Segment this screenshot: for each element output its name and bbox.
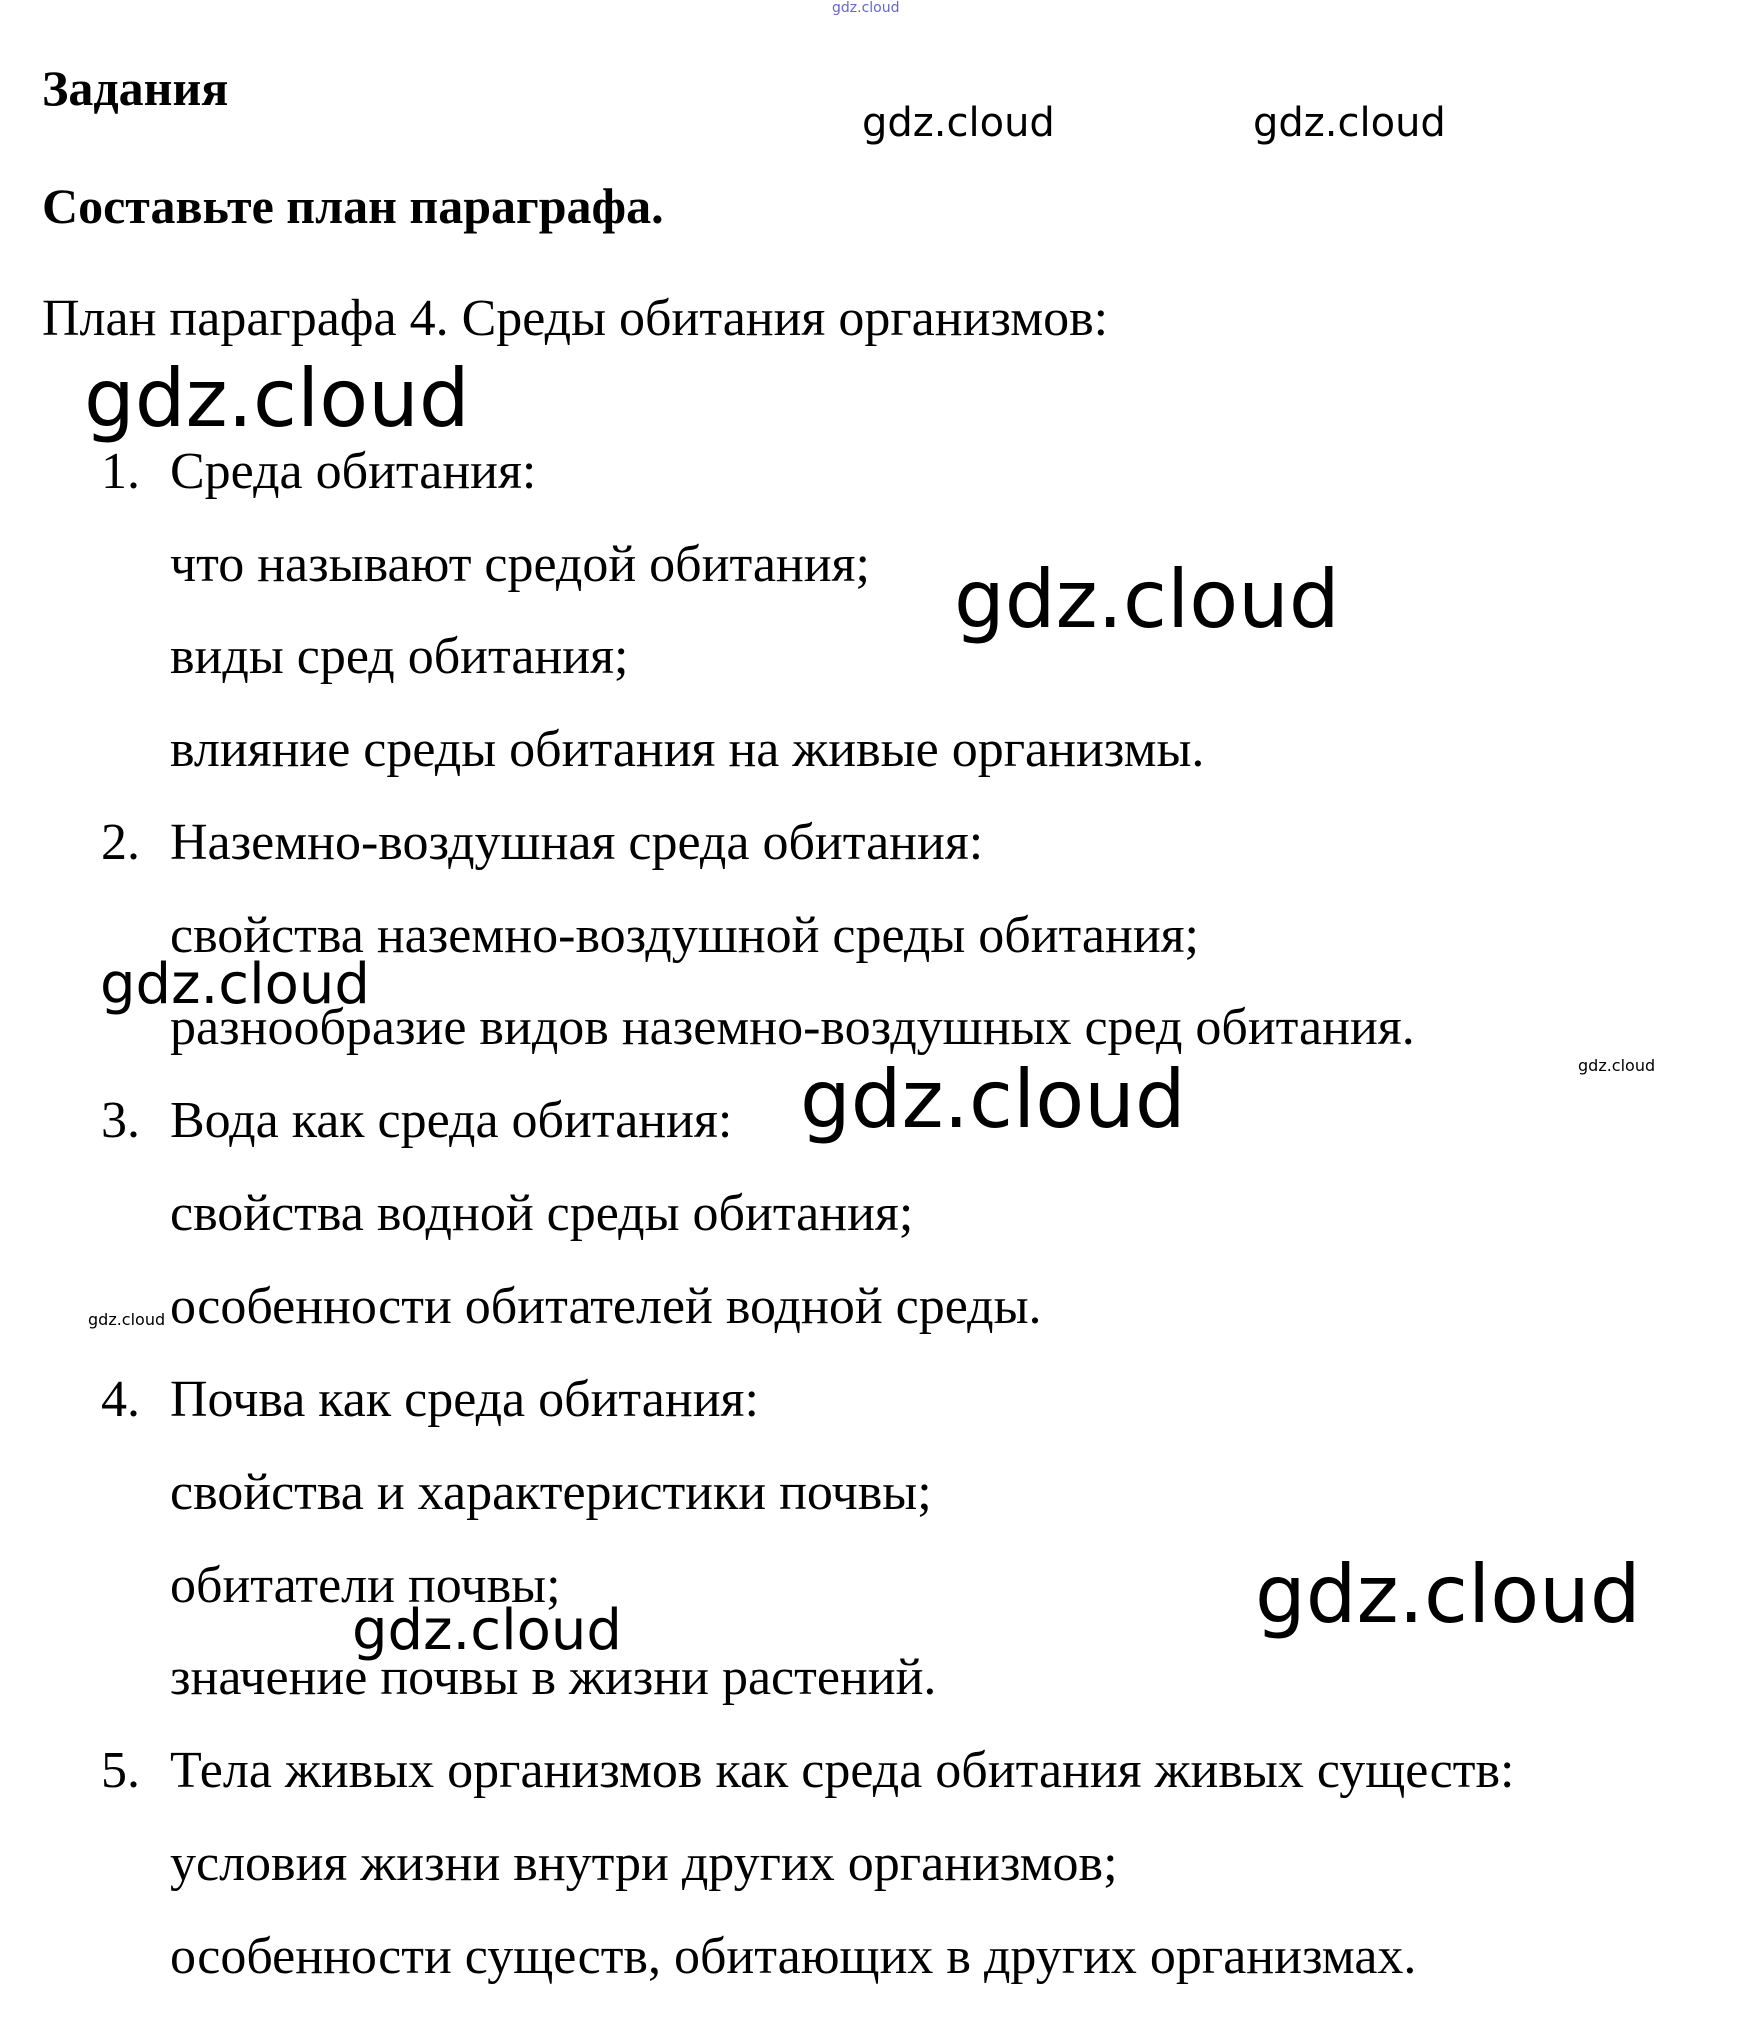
watermark: gdz.cloud bbox=[800, 1053, 1186, 1146]
item-subpoint: свойства водной среды обитания; bbox=[170, 1185, 914, 1242]
item-subpoint: свойства и характеристики почвы; bbox=[170, 1464, 932, 1521]
item-title: Среда обитания: bbox=[170, 443, 537, 500]
watermark-top: gdz.cloud bbox=[832, 0, 900, 16]
item-number: 5. bbox=[101, 1742, 140, 1799]
item-number: 2. bbox=[101, 814, 140, 871]
item-title: Вода как среда обитания: bbox=[170, 1092, 733, 1149]
plan-intro: План параграфа 4. Среды обитания организмов: bbox=[42, 290, 1109, 347]
item-subpoint: виды сред обитания; bbox=[170, 628, 629, 685]
watermark: gdz.cloud bbox=[88, 1310, 166, 1329]
watermark: gdz.cloud bbox=[1578, 1056, 1656, 1075]
item-subpoint: особенности обитателей водной среды. bbox=[170, 1278, 1042, 1335]
item-subpoint: разнообразие видов наземно-воздушных сред обитания. bbox=[170, 999, 1415, 1056]
watermark: gdz.cloud bbox=[100, 952, 370, 1017]
item-title: Наземно-воздушная среда обитания: bbox=[170, 814, 984, 871]
item-subpoint: влияние среды обитания на живые организмы. bbox=[170, 721, 1205, 778]
watermark: gdz.cloud bbox=[954, 553, 1340, 646]
item-subpoint: условия жизни внутри других организмов; bbox=[170, 1835, 1118, 1892]
watermark: gdz.cloud bbox=[1255, 1548, 1641, 1641]
item-number: 1. bbox=[101, 443, 140, 500]
item-subpoint: особенности существ, обитающих в других организмах. bbox=[170, 1928, 1417, 1985]
watermark: gdz.cloud bbox=[352, 1598, 622, 1663]
watermark: gdz.cloud bbox=[862, 100, 1055, 146]
item-title: Тела живых организмов как среда обитания живых существ: bbox=[170, 1742, 1515, 1799]
item-title: Почва как среда обитания: bbox=[170, 1371, 759, 1428]
task-text: Составьте план параграфа. bbox=[42, 178, 664, 234]
item-subpoint: значение почвы в жизни растений. bbox=[170, 1649, 937, 1706]
item-number: 3. bbox=[101, 1092, 140, 1149]
item-subpoint: свойства наземно-воздушной среды обитания; bbox=[170, 907, 1200, 964]
item-subpoint: обитатели почвы; bbox=[170, 1557, 561, 1614]
item-subpoint: что называют средой обитания; bbox=[170, 536, 870, 593]
watermark: gdz.cloud bbox=[1253, 100, 1446, 146]
section-heading: Задания bbox=[42, 60, 229, 116]
item-number: 4. bbox=[101, 1371, 140, 1428]
watermark: gdz.cloud bbox=[84, 352, 470, 445]
